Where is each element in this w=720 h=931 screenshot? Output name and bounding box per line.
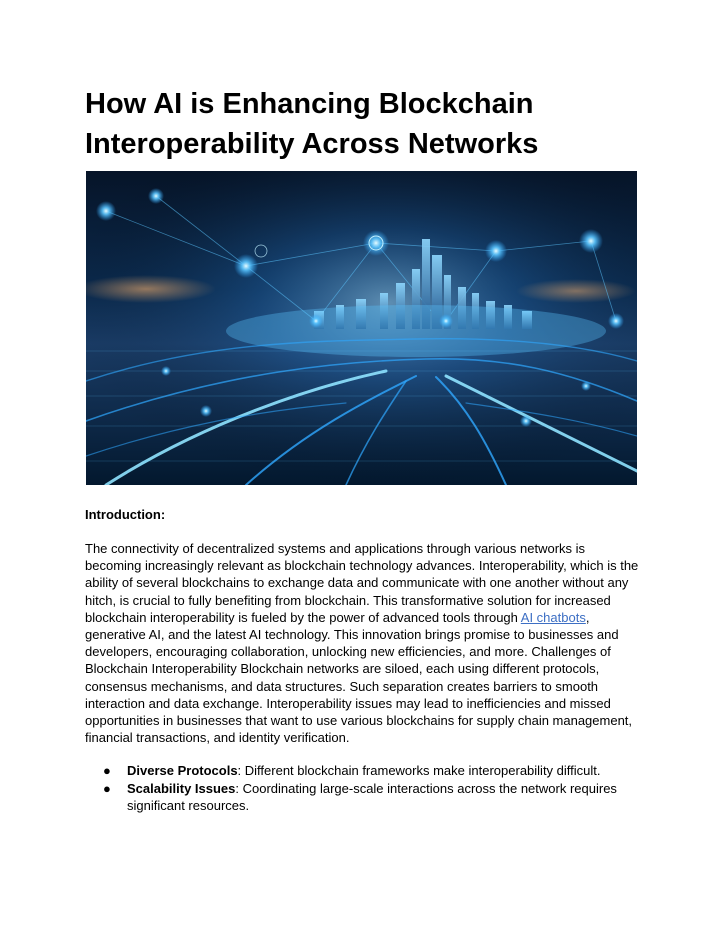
hero-image — [86, 171, 637, 485]
bullet-icon: ● — [103, 781, 111, 797]
list-item-text: : Different blockchain frameworks make interoperability difficult. — [237, 763, 601, 778]
ai-chatbots-link[interactable]: AI chatbots — [520, 609, 586, 625]
list-item — [85, 762, 641, 779]
blockchain-city-illustration — [86, 171, 637, 485]
challenges-list — [85, 762, 641, 816]
list-item-text: : Coordinating large-scale interactions across the network requires significant resources. — [127, 781, 617, 814]
intro-text-start: The connectivity of decentralized systems and applications through various networks is becoming increasingly relevant as blockchain technology advances. Interoperability, which is the ability of several blockchains to exchange data and communicate with one another without any hitch, is crucial to fully benefiting from blockchain. This transformative solution for increased blockchain interoperability is fueled by the power of advanced tools through — [85, 541, 639, 625]
intro-heading: Introduction: — [85, 507, 166, 522]
bullet-icon: ● — [103, 763, 111, 778]
article-title: How AI is Enhancing Blockchain Interoperability Across Networks — [85, 88, 539, 160]
list-item-term: Scalability Issues — [127, 781, 236, 797]
intro-text-end: , generative AI, and the latest AI technology. This innovation brings promise to businesses and developers, encouraging collaboration, unlocking new efficiencies, and more. Challenges of Blockchain Interoperability Blockchain networks are siloed, each using different protocols, consensus mechanisms, and data structures. Such separation creates barriers to smooth interaction and data exchange. Interoperability issues may lead to inefficiencies and missed opportunities in businesses that want to use various blockchains for supply chain management, financial transactions, and identity verification. — [85, 609, 633, 746]
list-item-term: Diverse Protocols — [127, 763, 238, 778]
list-item — [85, 780, 641, 814]
intro-paragraph — [85, 540, 641, 746]
